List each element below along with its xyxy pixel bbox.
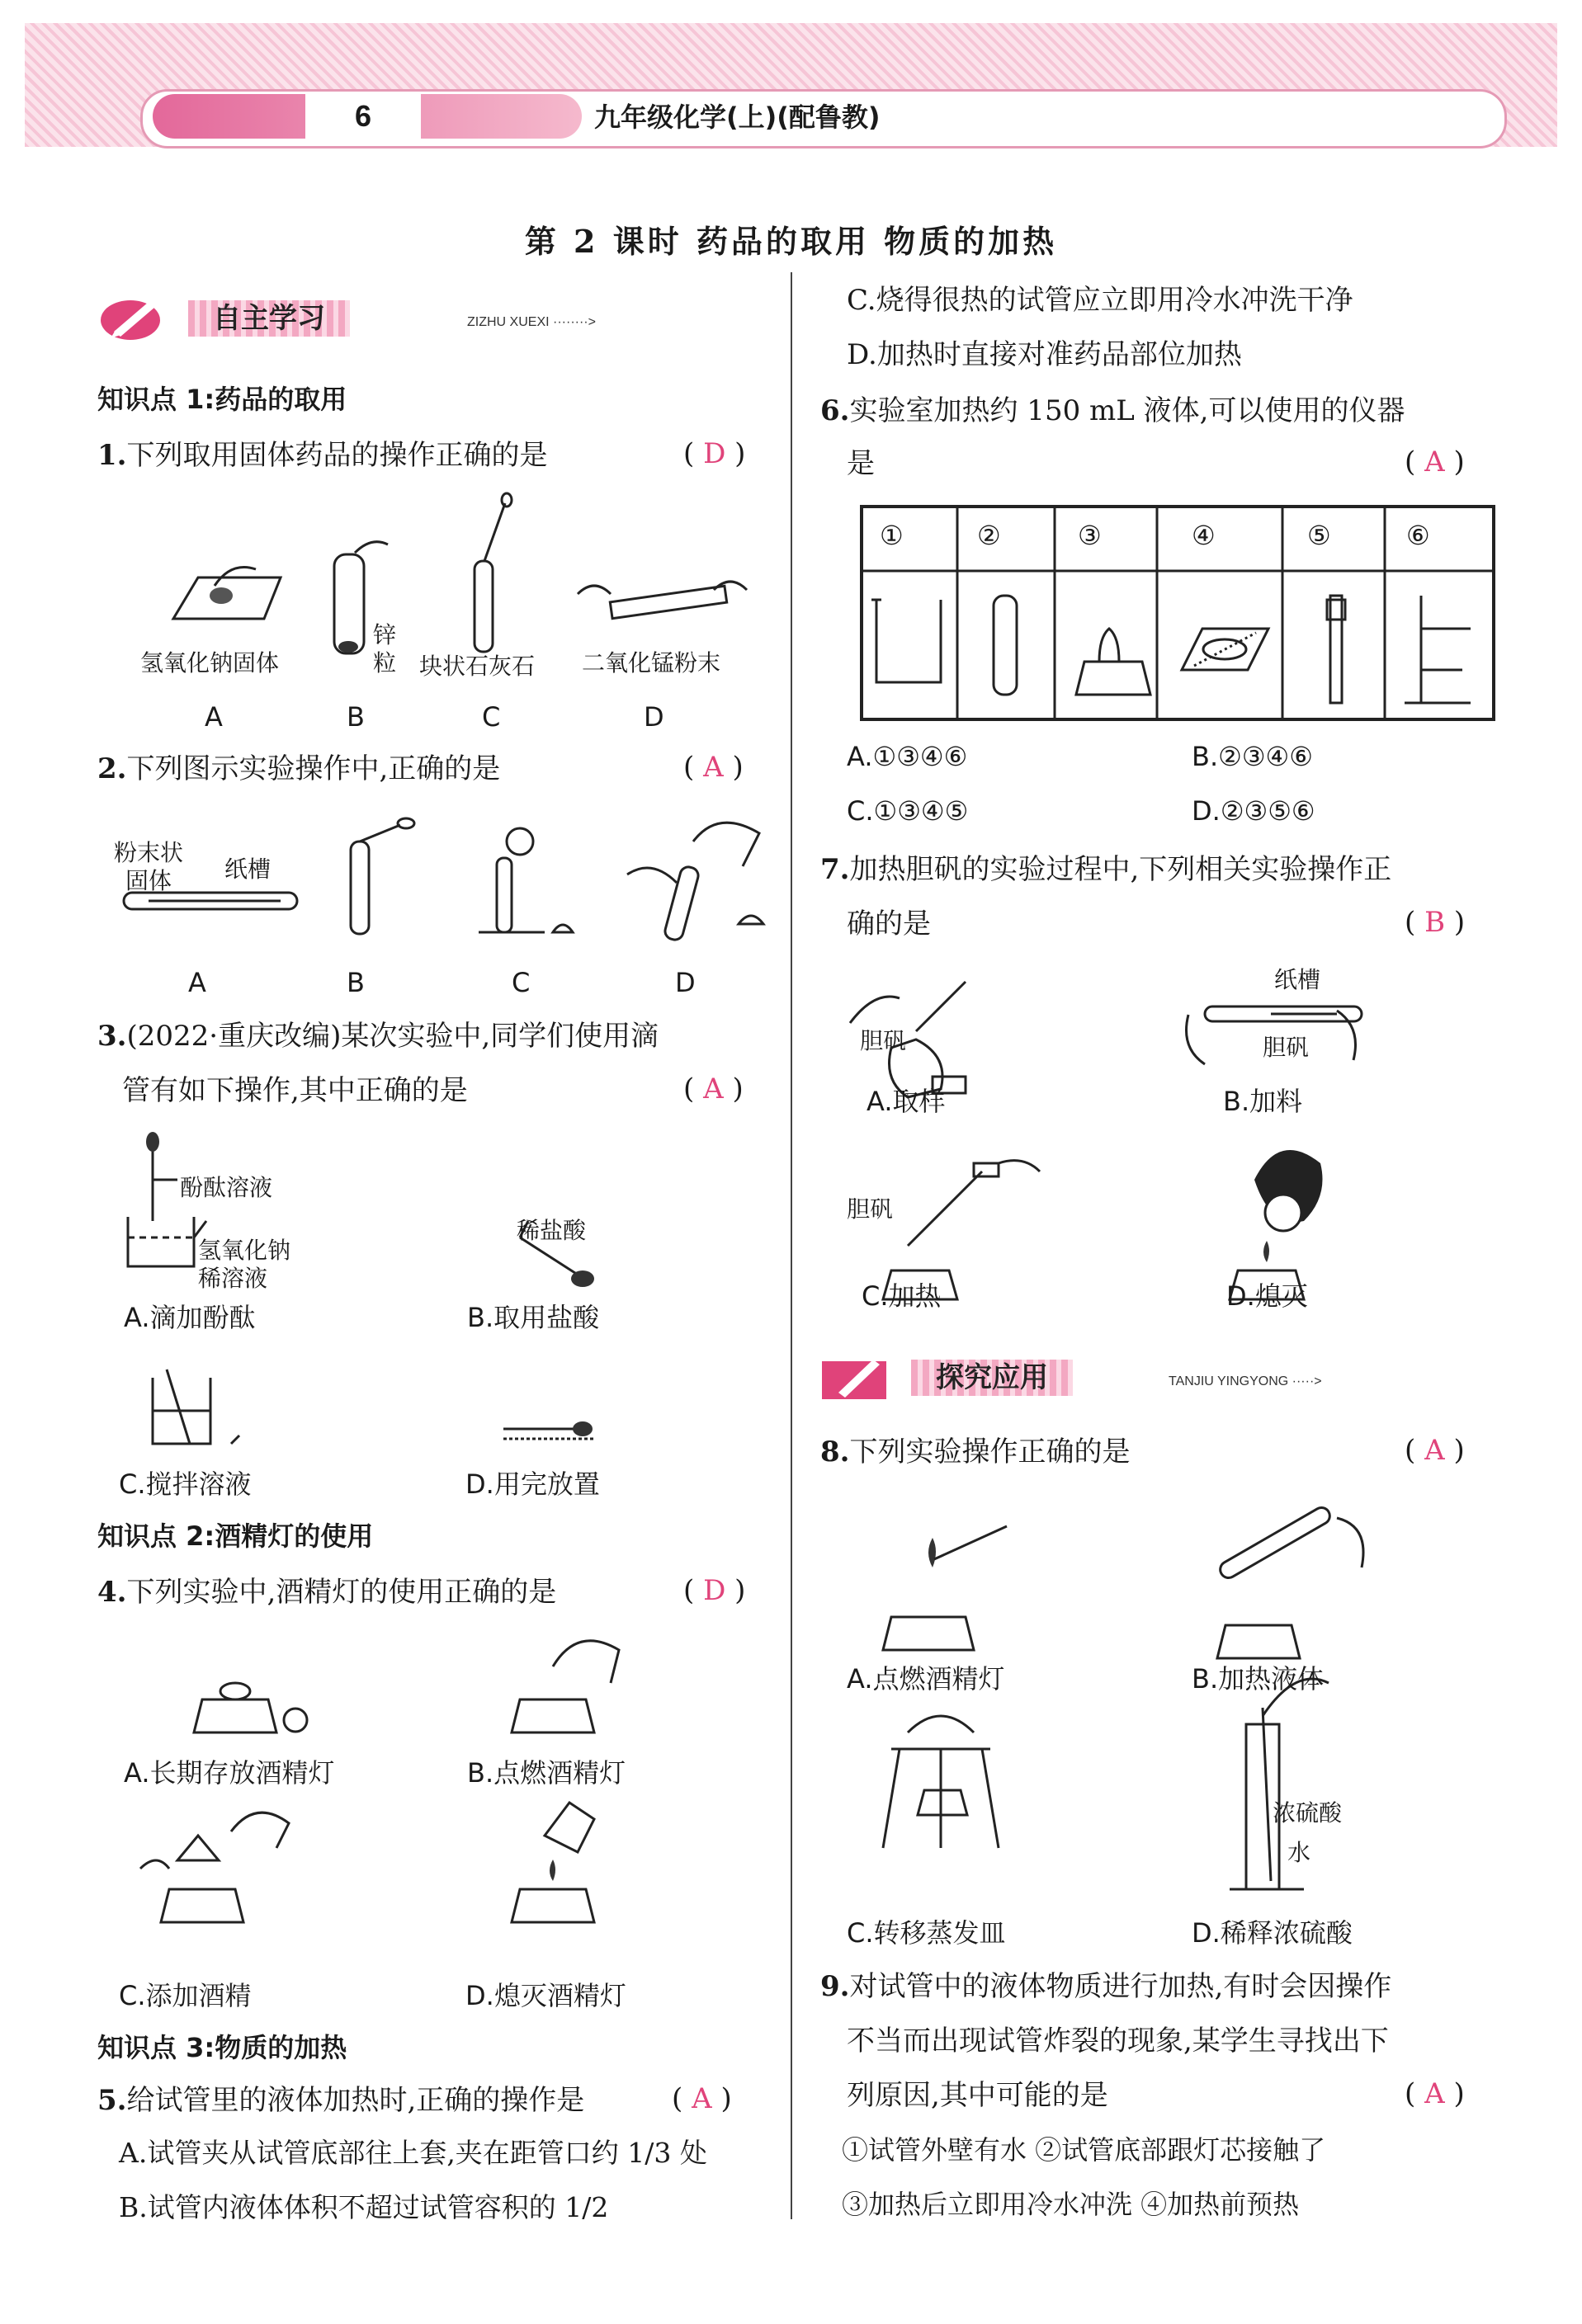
q1-label-mno2: 二氧化锰粉末 (582, 649, 721, 676)
q6-option-b: B.②③④⑥ (1192, 741, 1313, 772)
answer-4: ( D ) (683, 1574, 746, 1607)
q2-label-trough: 纸槽 (224, 856, 272, 883)
question-1: 1.下列取用固体药品的操作正确的是 (97, 439, 548, 472)
q1-label-zn2: 粒 (373, 649, 397, 676)
q6-option-a: A.①③④⑥ (847, 741, 968, 772)
answer-3: ( A ) (683, 1072, 744, 1105)
question-3-line2: 管有如下操作,其中正确的是 (122, 1074, 468, 1107)
q7-option-b: B.加料 (1223, 1086, 1303, 1117)
question-9-line3: 列原因,其中可能的是 (847, 2079, 1108, 2112)
question-7-line1: 7.加热胆矾的实验过程中,下列相关实验操作正 (820, 853, 1392, 886)
answer-6: ( A ) (1405, 445, 1465, 478)
page-number: 6 (305, 92, 421, 140)
q2-option-a: A (188, 967, 206, 998)
pen-icon (820, 1353, 895, 1402)
q3-option-c: C.搅拌溶液 (119, 1468, 252, 1500)
q5-option-a: A.试管夹从试管底部往上套,夹在距管口约 1/3 处 (119, 2137, 707, 2169)
answer-8: ( A ) (1405, 1434, 1465, 1467)
answer-2: ( A ) (683, 751, 744, 784)
question-9-line2: 不当而出现试管炸裂的现象,某学生寻找出下 (847, 2025, 1389, 2058)
answer-7: ( B ) (1405, 906, 1466, 939)
q1-option-b: B (347, 701, 365, 733)
q8-illustrations (842, 1501, 1502, 1914)
q1-option-c: C (482, 701, 501, 733)
q6-header-3: ③ (1078, 520, 1102, 551)
knowledge-point-3: 知识点 3:物质的加热 (97, 2032, 347, 2063)
q8-option-d: D.稀释浓硫酸 (1192, 1917, 1353, 1949)
q8-option-b: B.加热液体 (1192, 1663, 1325, 1695)
q6-header-2: ② (977, 520, 1001, 551)
q5-option-b: B.试管内液体体积不超过试管容积的 1/2 (119, 2191, 609, 2223)
q6-option-d: D.②③⑤⑥ (1192, 795, 1315, 827)
knowledge-point-1: 知识点 1:药品的取用 (97, 384, 347, 415)
book-title: 九年级化学(上)(配鲁教) (594, 101, 881, 133)
q7-label-trough: 纸槽 (1274, 966, 1321, 993)
question-4: 4.下列实验中,酒精灯的使用正确的是 (97, 1576, 557, 1609)
q8-option-c: C.转移蒸发皿 (847, 1917, 1006, 1949)
q3-label-phenolphthalein: 酚酞溶液 (180, 1174, 273, 1201)
q2-label-powder2: 固体 (125, 867, 172, 894)
q3-option-b: B.取用盐酸 (467, 1302, 600, 1333)
q9-reasons-1: ①试管外壁有水 ②试管底部跟灯芯接触了 (842, 2134, 1326, 2166)
q4-option-c: C.添加酒精 (119, 1980, 252, 2011)
section-self-study (97, 294, 642, 343)
q2-option-b: B (347, 967, 365, 998)
q9-reasons-2: ③加热后立即用冷水冲洗 ④加热前预热 (842, 2189, 1300, 2220)
q4-illustrations (116, 1633, 776, 1996)
section-pinyin: TANJIU YINGYONG ·····> (1169, 1374, 1322, 1388)
q3-option-a: A.滴加酚酞 (124, 1302, 256, 1333)
q7-option-a: A.取样 (867, 1086, 946, 1117)
knowledge-point-2: 知识点 2:酒精灯的使用 (97, 1520, 374, 1552)
q6-header-4: ④ (1192, 520, 1216, 551)
q2-option-c: C (512, 967, 531, 998)
q1-option-d: D (644, 701, 664, 733)
question-6-line2: 是 (847, 447, 875, 480)
q8-label-water: 水 (1287, 1839, 1311, 1866)
q3-option-d: D.用完放置 (465, 1468, 600, 1500)
q2-label-powder1: 粉末状 (114, 839, 184, 866)
question-6-line1: 6.实验室加热约 150 mL 液体,可以使用的仪器 (820, 394, 1405, 427)
q1-label-zn1: 锌 (373, 621, 397, 648)
q8-option-a: A.点燃酒精灯 (847, 1663, 1005, 1695)
q4-option-d: D.熄灭酒精灯 (465, 1980, 626, 2011)
q2-option-d: D (675, 967, 696, 998)
question-2: 2.下列图示实验操作中,正确的是 (97, 752, 501, 785)
section-explore (820, 1353, 1365, 1402)
q1-label-limestone: 块状石灰石 (419, 653, 536, 680)
q4-option-b: B.点燃酒精灯 (467, 1757, 626, 1789)
q5-option-d: D.加热时直接对准药品部位加热 (847, 338, 1242, 371)
q3-label-dilute: 稀溶液 (198, 1265, 268, 1292)
question-5: 5.给试管里的液体加热时,正确的操作是 (97, 2084, 585, 2117)
section-label: 自主学习 (188, 300, 350, 337)
pen-icon (97, 294, 172, 343)
q7-option-c: C.加热 (862, 1280, 942, 1312)
q5-option-c: C.烧得很热的试管应立即用冷水冲洗干净 (847, 284, 1353, 317)
q2-illustrations (116, 817, 784, 940)
question-3-line1: 3.(2022·重庆改编)某次实验中,同学们使用滴 (97, 1020, 659, 1053)
q1-option-a: A (205, 701, 223, 733)
question-7-line2: 确的是 (847, 907, 931, 940)
section-pinyin: ZIZHU XUEXI ········> (467, 315, 596, 329)
section-label: 探究应用 (911, 1360, 1073, 1396)
q7-label-heat: 胆矾 (847, 1195, 894, 1223)
q6-table-grid (860, 505, 1495, 721)
q7-illustrations (842, 965, 1502, 1320)
q3-label-naoh: 氢氧化钠 (198, 1237, 291, 1264)
q6-header-5: ⑤ (1307, 520, 1331, 551)
lesson-title: 第 2 课时 药品的取用 物质的加热 (524, 223, 1058, 260)
question-8: 8.下列实验操作正确的是 (820, 1435, 1131, 1468)
q6-header-1: ① (880, 520, 904, 551)
answer-5: ( A ) (672, 2082, 732, 2115)
q7-label-sample: 胆矾 (860, 1027, 907, 1054)
answer-1: ( D ) (683, 437, 746, 470)
q3-label-hcl: 稀盐酸 (517, 1217, 587, 1244)
question-9-line1: 9.对试管中的液体物质进行加热,有时会因操作 (820, 1970, 1392, 2003)
q6-option-c: C.①③④⑤ (847, 795, 969, 827)
q6-header-6: ⑥ (1406, 520, 1430, 551)
q4-option-a: A.长期存放酒精灯 (124, 1757, 335, 1789)
q7-label-add: 胆矾 (1263, 1034, 1310, 1061)
q8-label-acid: 浓硫酸 (1273, 1799, 1343, 1827)
q1-label-naoh: 氢氧化钠固体 (140, 649, 280, 676)
answer-9: ( A ) (1405, 2077, 1465, 2110)
q7-option-d: D.熄灭 (1226, 1280, 1308, 1312)
